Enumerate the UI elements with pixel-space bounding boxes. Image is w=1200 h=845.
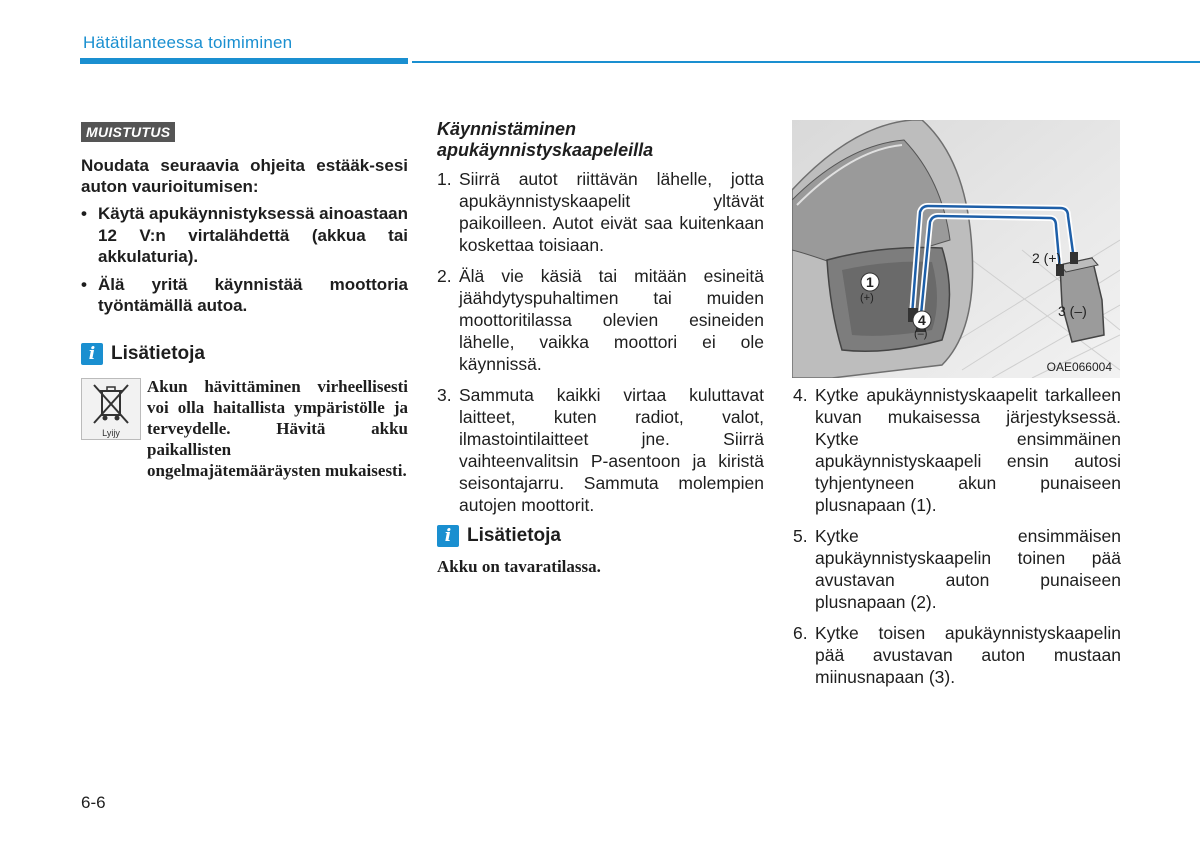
info-text-battery-location: Akku on tavaratilassa. (437, 557, 601, 576)
crossed-bin-icon (82, 379, 140, 429)
header-title: Hätätilanteessa toimiminen (83, 33, 293, 52)
step-item (793, 384, 1121, 516)
steps-list-a (437, 168, 764, 525)
figure-label-4-sign: (–) (914, 328, 928, 340)
step-text: Sammuta kaikki virtaa kuluttavat laitteet, kuten radiot, valot, ilmastointilaitteet jne. Siirrä vaihteenvalitsin P-asentoon ja kiristä seisontajarru. Sammuta molempien autojen moottorit. (459, 385, 764, 515)
notice-bullet-list (81, 203, 408, 323)
notice-bullet-text: Käytä apukäynnistyksessä ainoastaan 12 V:n virtalähdettä (akkua tai akkulaturia). (98, 204, 408, 266)
info-heading-title: Lisätietoja (467, 525, 561, 546)
step-text: Kytke ensimmäisen apukäynnistyskaapelin toinen pää avustavan auton punaiseen plusnapaan (2). (815, 526, 1121, 612)
info-icon: i (81, 343, 103, 365)
notice-bullet (81, 274, 408, 317)
notice-badge: MUISTUTUS (81, 122, 175, 142)
bullet-dot-icon: • (81, 204, 87, 223)
disposal-icon (81, 378, 141, 440)
figure-code: OAE066004 (1046, 360, 1112, 374)
step-text: Kytke apukäynnistyskaapelit tarkalleen kuvan mukaisessa järjestyksessä. Kytke ensimmäinen apukäynnistyskaapeli ensin autosi tyhjentyneen akun punaiseen plusnapaan (1). (815, 385, 1121, 515)
figure-label-1-sign: (+) (860, 292, 874, 304)
header-rule-thick (80, 58, 408, 64)
step-number: 1. (437, 169, 452, 189)
jumpstart-figure (792, 120, 1120, 378)
step-number: 4. (793, 385, 808, 405)
step-item (437, 168, 764, 256)
bullet-dot-icon: • (81, 274, 87, 294)
info-heading-2 (437, 525, 561, 547)
step-item (793, 525, 1121, 613)
step-item (437, 384, 764, 516)
figure-label-3: 3 (–) (1058, 303, 1087, 319)
disposal-label: Lyijy (102, 428, 120, 438)
page-number: 6-6 (81, 793, 106, 812)
step-number: 2. (437, 266, 452, 286)
car-trunk-illustration (792, 120, 1120, 378)
figure-label-1: 1 (866, 274, 874, 290)
notice-bullet (81, 203, 408, 268)
header-rule-thin (412, 61, 1200, 63)
step-number: 5. (793, 526, 808, 546)
step-number: 6. (793, 623, 808, 643)
section-title: Käynnistäminen apukäynnistyskaapeleilla (437, 119, 654, 160)
notice-intro: Noudata seuraavia ohjeita estääk-sesi auton vaurioitumisen: (81, 156, 408, 196)
figure-label-4: 4 (918, 312, 926, 328)
step-item (793, 622, 1121, 688)
notice-bullet-text: Älä yritä käynnistää moottoria työntämällä autoa. (98, 274, 408, 315)
info-heading-1 (81, 343, 205, 365)
step-text: Älä vie käsiä tai mitään esineitä jäähdytyspuhaltimen tai muiden moottoritilassa olevien esineiden lähelle, vaikka moottori ei ole käynnissä. (459, 266, 764, 374)
steps-list-b (793, 384, 1121, 697)
step-item (437, 265, 764, 375)
step-text: Siirrä autot riittävän lähelle, jotta apukäynnistyskaapelit yltävät paikoilleen. Autot eivät saa kuitenkaan koskettaa toisiaan. (459, 169, 764, 255)
step-number: 3. (437, 385, 452, 405)
disposal-text: Akun hävittäminen virheellisesti voi olla haitallista ympäristölle ja terveydelle. Hävitä akku paikallisten ongelmajätemääräysten mukaisesti. (147, 377, 408, 480)
figure-label-2: 2 (+) (1032, 250, 1062, 266)
info-icon: i (437, 525, 459, 547)
step-text: Kytke toisen apukäynnistyskaapelin pää avustavan auton mustaan miinusnapaan (3). (815, 623, 1121, 687)
info-heading-title: Lisätietoja (111, 343, 205, 364)
